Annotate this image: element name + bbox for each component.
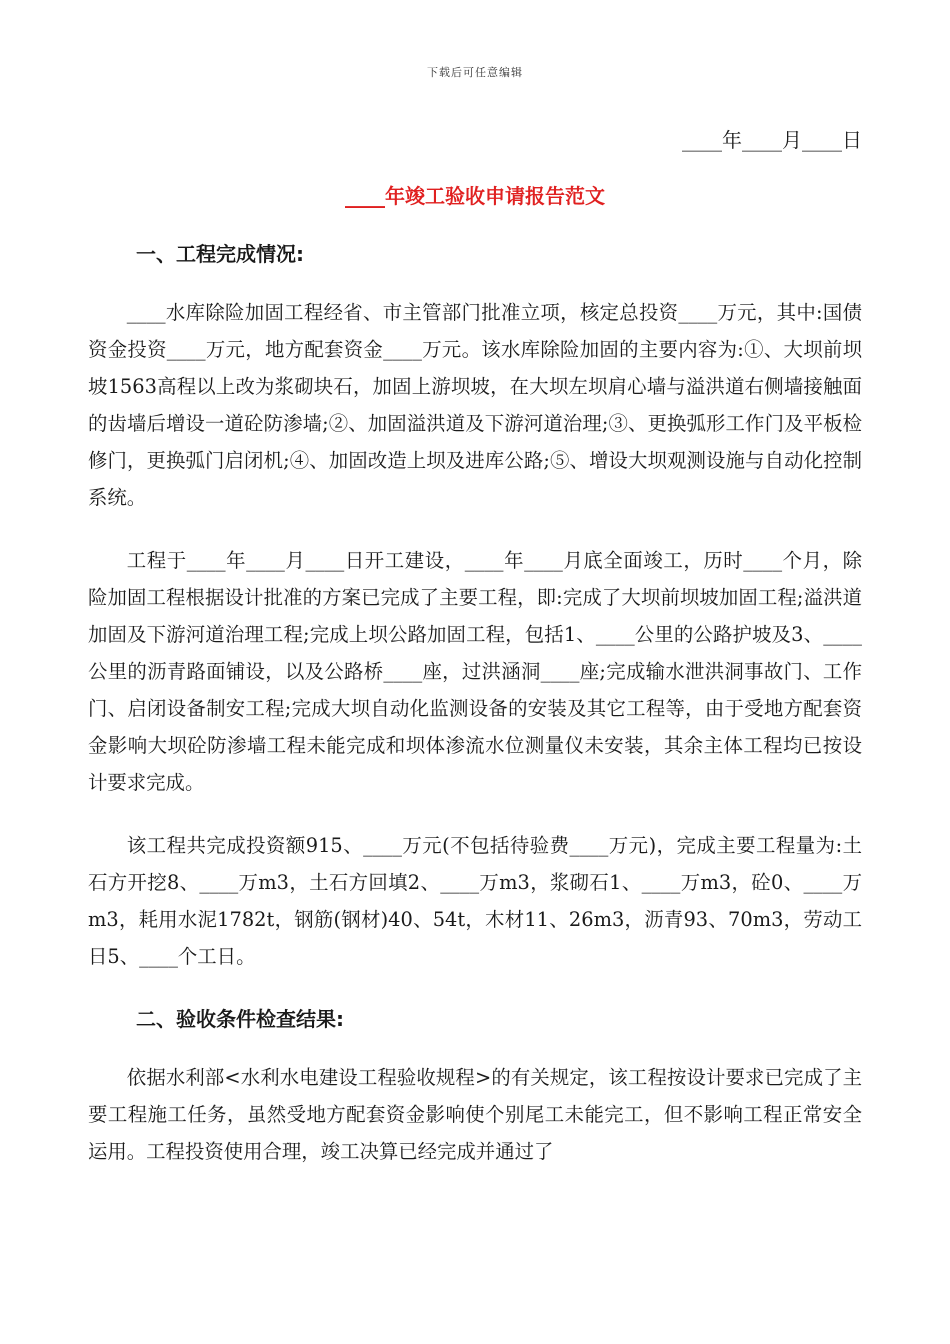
paragraph: 工程于____年____月____日开工建设，____年____月底全面竣工，历时____个月，除险加固工程根据设计批准的方案已完成了主要工程，即:完成了大坝前坝坡加固工程;溢洪道加固及下游河道治理工程;完成上坝公路加固工程，包括1、____公里的公路护坡及3、____公里的沥青路面铺设，以及公路桥____座，过洪涵洞____座;完成输水泄洪洞事故门、工作门、启闭设备制安工程;完成大坝自动化监测设备的安装及其它工程等，由于受地方配套资金影响大坝砼防渗墙工程未能完成和坝体渗流水位测量仪未安装，其余主体工程均已按设计要求完成。	[88, 549, 862, 794]
paragraph: 依据水利部<水利水电建设工程验收规程>的有关规定，该工程按设计要求已完成了主要工程施工任务，虽然受地方配套资金影响使个别尾工未能完工，但不影响工程正常安全运用。工程投资使用合理，竣工决算已经完成并通过了	[88, 1066, 862, 1163]
section-heading-1: 一、工程完成情况:	[136, 242, 304, 266]
paragraph: 该工程共完成投资额915、____万元(不包括待验费____万元)，完成主要工程量为:土石方开挖8、____万m3，土石方回填2、____万m3，浆砌石1、____万m3，砼0、____万m3，耗用水泥1782t，钢筋(钢材)40、54t，木材11、26m3，沥青93、70m3，劳动工日5、____个工日。	[88, 834, 862, 968]
header-note: 下载后可任意编辑	[427, 66, 523, 79]
document-title: ____年竣工验收申请报告范文	[345, 184, 605, 208]
date-line: ____年____月____日	[682, 128, 862, 152]
document-body	[88, 236, 862, 1170]
section-heading-2: 二、验收条件检查结果:	[136, 1007, 344, 1031]
paragraph: ____水库除险加固工程经省、市主管部门批准立项，核定总投资____万元，其中:国债资金投资____万元，地方配套资金____万元。该水库除险加固的主要内容为:①、大坝前坝坡1563高程以上改为浆砌块石，加固上游坝坡，在大坝左坝肩心墙与溢洪道右侧墙接触面的齿墙后增设一道砼防渗墙;②、加固溢洪道及下游河道治理;③、更换弧形工作门及平板检修门，更换弧门启闭机;④、加固改造上坝及进库公路;⑤、增设大坝观测设施与自动化控制系统。	[88, 301, 862, 509]
